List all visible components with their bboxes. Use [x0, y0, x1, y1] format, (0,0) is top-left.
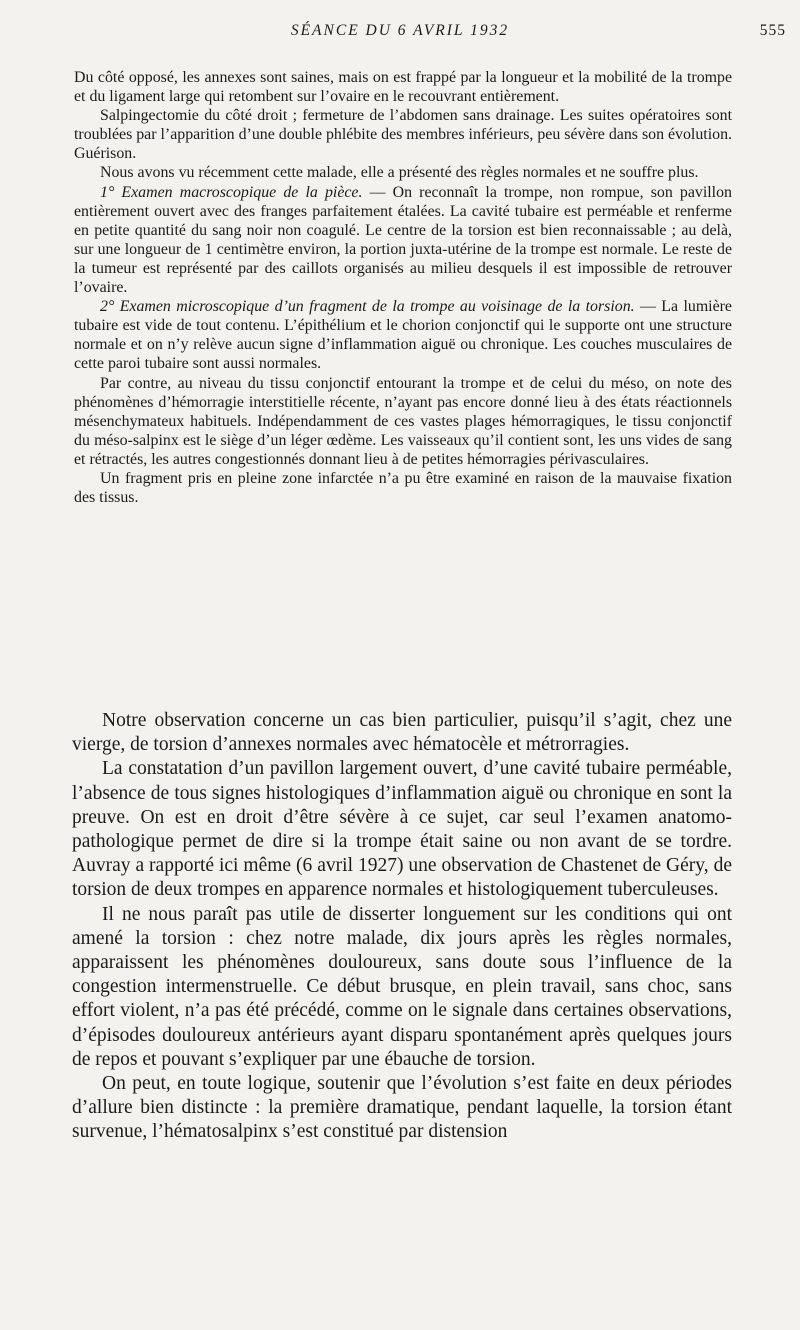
page-number: 555: [759, 22, 786, 39]
macroscopic-exam-heading: 1° Examen macroscopique de la pièce.: [100, 183, 363, 201]
paragraph-infarcted-fragment: Un fragment pris en pleine zone infarctée n’a pu être examiné en raison de la mauvaise fixation des tissus.: [74, 469, 732, 507]
paragraph-salpingectomy: Salpingectomie du côté droit ; fermeture de l’abdomen sans drainage. Les suites opératoires sont troublées par l’apparition d’une double phlébite des membres inférieurs, peu sévère dans son évolution. Guérison.: [74, 107, 732, 163]
discussion-section: [72, 709, 732, 1145]
page-header: [0, 22, 800, 44]
running-title: SÉANCE DU 6 AVRIL 1932: [290, 22, 510, 39]
paragraph-macroscopic-exam: [74, 183, 732, 298]
paragraph-conditions: Il ne nous paraît pas utile de disserter longuement sur les conditions qui ont amené la torsion : chez notre malade, dix jours après les règles normales, apparaissent les phénomènes douloureux, sans doute sous l’influence de la congestion intermenstruelle. Ce début brusque, en plein travail, sans choc, sans effort violent, n’a pas été précédé, comme on le signale dans certaines observations, d’épisodes douloureux antérieurs ayant disparu spontanément après quelques jours de repos et pouvant s’expliquer par une ébauche de torsion.: [72, 903, 732, 1070]
paragraph-microscopic-exam: [74, 297, 732, 373]
paragraph-evidence: La constatation d’un pavillon largement ouvert, d’une cavité tubaire perméable, l’absence de tous signes histologiques d’inflammation aiguë ou chronique en sont la preuve. On est en droit d’être sévère à ce sujet, car seul l’examen anatomo-pathologique permet de dire si la trompe était saine ou non avant de se tordre. Auvray a rapporté ici même (6 avril 1927) une observation de Chastenet de Géry, de torsion de deux trompes en apparence normales et histologiquement tuberculeuses.: [72, 758, 732, 901]
microscopic-exam-body: — La lumière tubaire est vide de tout contenu. L’épithélium et le chorion conjonctif qui le supporte ont une structure normale et on n’y relève aucun signe d’inflammation aiguë ou chronique. Les couches musculaires de cette paroi tubaire sont aussi normales.: [74, 298, 732, 373]
macroscopic-exam-body: — On reconnaît la trompe, non rompue, son pavillon entièrement ouvert avec des franges parfaitement étalées. La cavité tubaire est perméable et renferme en petite quantité du sang noir non coagulé. Le centre de la torsion est bien reconnaissable ; au delà, sur une longueur de 1 centimètre environ, la portion juxta-utérine de la trompe est normale. Le reste de la tumeur est représenté par des caillots organisés au milieu desquels il est impossible de retrouver l’ovaire.: [74, 183, 732, 297]
case-report-section: [74, 68, 732, 507]
paragraph-opposite-side: Du côté opposé, les annexes sont saines, mais on est frappé par la longueur et la mobilité de la trompe et du ligament large qui retombent sur l’ovaire en le recouvrant entièrement.: [74, 69, 732, 106]
microscopic-exam-heading: 2° Examen microscopique d’un fragment de la trompe au voisinage de la torsion.: [100, 298, 635, 316]
paragraph-observation: Notre observation concerne un cas bien particulier, puisqu’il s’agit, chez une vierge, de torsion d’annexes normales avec hématocèle et métrorragies.: [72, 710, 732, 756]
paragraph-connective-tissue: Par contre, au niveau du tissu conjonctif entourant la trompe et de celui du méso, on note des phénomènes d’hémorragie interstitielle récente, n’ayant pas encore donné lieu à des états réactionnels mésenchymateux habituels. Indépendamment de ces vastes plages hémorragiques, le tissu conjonctif du méso-salpinx est le siège d’un léger œdème. Les vaisseaux qu’il contient sont, les uns vides de sang et rétractés, les autres congestionnés donnant lieu à de petites hémorragies périvasculaires.: [74, 374, 732, 468]
paragraph-follow-up: Nous avons vu récemment cette malade, elle a présenté des règles normales et ne souffre plus.: [100, 164, 699, 182]
paragraph-evolution: On peut, en toute logique, soutenir que l’évolution s’est faite en deux périodes d’allure bien distincte : la première dramatique, pendant laquelle, la torsion étant survenue, l’hématosalpinx s’est constitué par distension: [72, 1073, 732, 1143]
